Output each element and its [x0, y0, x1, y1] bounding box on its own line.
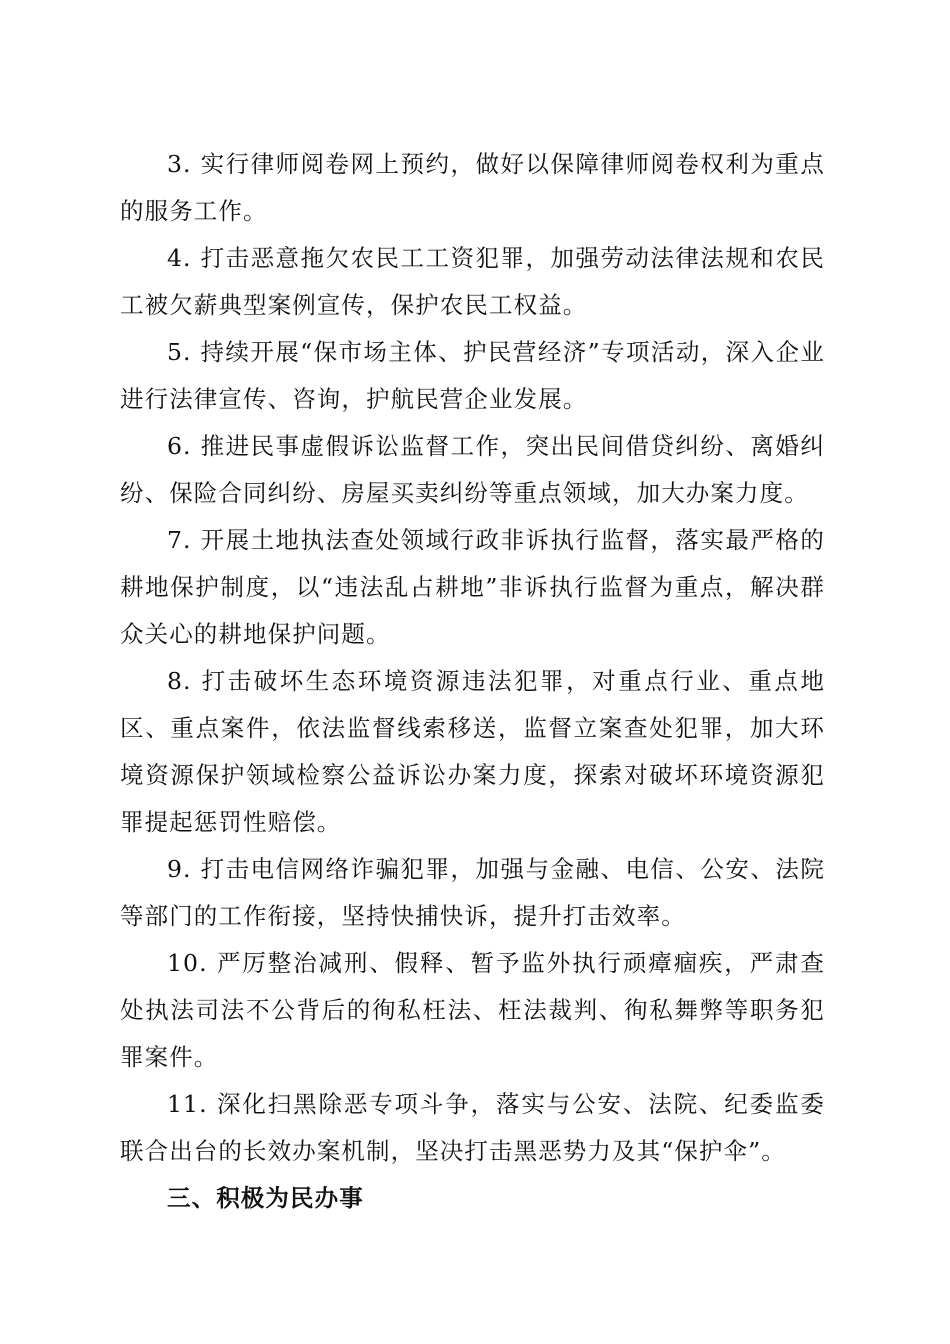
- paragraph-item-3: 3. 实行律师阅卷网上预约，做好以保障律师阅卷权利为重点的服务工作。: [120, 150, 825, 225]
- section-heading: 三、积极为民办事: [167, 1184, 364, 1212]
- paragraph-item-6: 6. 推进民事虚假诉讼监督工作，突出民间借贷纠纷、离婚纠纷、保险合同纠纷、房屋买卖纠纷等重点领域，加大办案力度。: [120, 432, 825, 507]
- paragraph-item-11: 11. 深化扫黑除恶专项斗争，落实与公安、法院、纪委监委联合出台的长效办案机制，坚决打击黑恶势力及其“保护伞”。: [120, 1090, 825, 1165]
- document-body: [120, 141, 825, 1222]
- paragraph-item-7: 7. 开展土地执法查处领域行政非诉执行监督，落实最严格的耕地保护制度，以“违法乱占耕地”非诉执行监督为重点，解决群众关心的耕地保护问题。: [120, 526, 825, 648]
- paragraph-item-9: 9. 打击电信网络诈骗犯罪，加强与金融、电信、公安、法院等部门的工作衔接，坚持快捕快诉，提升打击效率。: [120, 855, 825, 930]
- paragraph-item-5: 5. 持续开展“保市场主体、护民营经济”专项活动，深入企业进行法律宣传、咨询，护航民营企业发展。: [120, 338, 825, 413]
- paragraph-item-4: 4. 打击恶意拖欠农民工工资犯罪，加强劳动法律法规和农民工被欠薪典型案例宣传，保护农民工权益。: [120, 244, 825, 319]
- paragraph-item-10: 10. 严厉整治减刑、假释、暂予监外执行顽瘴痼疾，严肃查处执法司法不公背后的徇私枉法、枉法裁判、徇私舞弊等职务犯罪案件。: [120, 949, 825, 1071]
- paragraph-item-8: 8. 打击破坏生态环境资源违法犯罪，对重点行业、重点地区、重点案件，依法监督线索移送，监督立案查处犯罪，加大环境资源保护领域检察公益诉讼办案力度，探索对破坏环境资源犯罪提起惩罚性赔偿。: [120, 667, 825, 836]
